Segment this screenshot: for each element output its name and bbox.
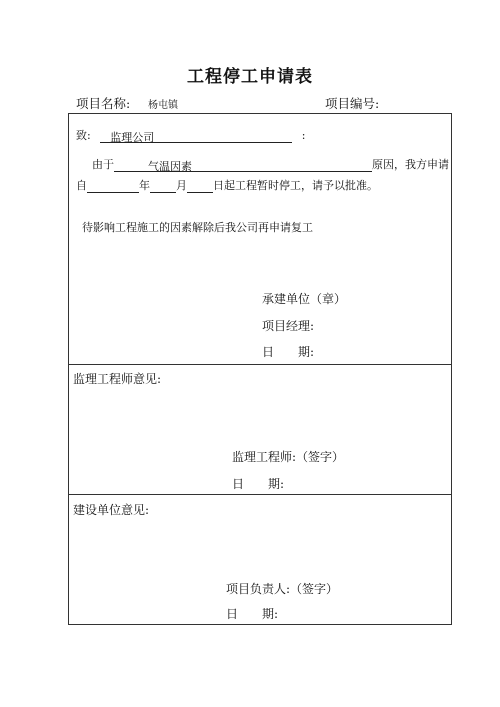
section-divider [68, 494, 452, 495]
supervisor-date-label: 日 期: [232, 477, 285, 491]
day-suffix: 日起工程暂时停工，请予以批准。 [213, 179, 378, 192]
form-title: 工程停工申请表 [187, 67, 313, 87]
project-name-label: 项目名称: [76, 96, 131, 111]
year-field [87, 179, 139, 193]
resume-note: 待影响工程施工的因素解除后我公司再申请复工 [82, 221, 313, 234]
day-field [187, 179, 213, 193]
addressee-end: : [301, 129, 306, 142]
owner-opinion-heading: 建设单位意见: [73, 503, 150, 517]
builder-seal-label: 承建单位（章） [262, 292, 347, 306]
year-label: 年 [139, 179, 150, 192]
supervisor-signature-label: 监理工程师:（签字） [232, 450, 345, 464]
owner-signature-label: 项目负责人:（签字） [226, 582, 339, 596]
reason-suffix: 原因，我方申请 [372, 158, 449, 171]
month-label: 月 [176, 179, 187, 192]
project-no-label: 项目编号: [325, 96, 380, 111]
addressee-line [76, 127, 305, 143]
date-range-line [76, 177, 378, 193]
to-label: 致: [76, 129, 91, 142]
reason-value: 气温因素 [148, 160, 192, 173]
section-divider [68, 364, 452, 365]
date-prefix: 自 [76, 179, 87, 192]
reason-field [114, 158, 372, 172]
month-field [150, 179, 176, 193]
project-name-value: 杨屯镇 [148, 100, 178, 111]
owner-date-label: 日 期: [226, 607, 279, 621]
project-manager-label: 项目经理: [262, 319, 315, 333]
builder-date-label: 日 期: [262, 345, 315, 359]
reason-line [92, 156, 449, 172]
supervisor-opinion-heading: 监理工程师意见: [73, 372, 162, 386]
addressee-field [100, 129, 292, 143]
reason-prefix: 由于 [92, 158, 114, 171]
addressee-value: 监理公司 [110, 131, 155, 144]
